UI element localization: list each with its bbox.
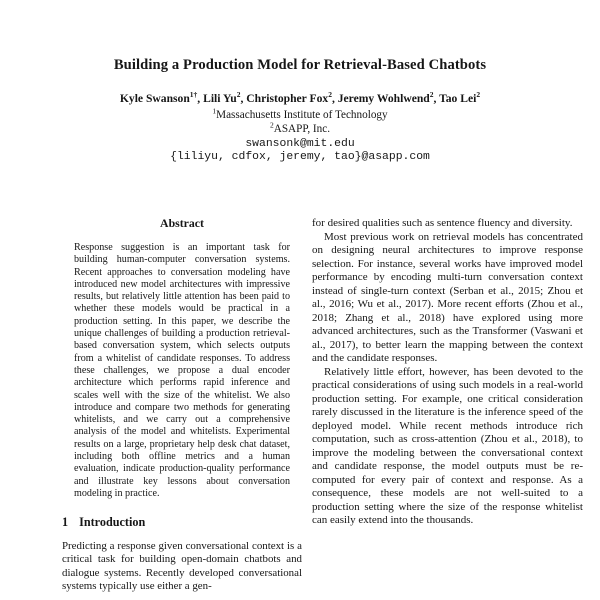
author-affiliation-mark: 2 — [236, 90, 241, 100]
section-number: 1 — [62, 515, 69, 530]
author: Jeremy Wohlwend$^2$ — [337, 90, 434, 105]
right-column — [312, 213, 583, 528]
left-column — [62, 213, 302, 593]
affiliation-line: $^1$Massachusetts Institute of Technology — [212, 106, 388, 121]
affiliation-mark: 1 — [212, 106, 217, 116]
author: Christopher Fox$^2$ — [246, 90, 332, 105]
introduction-paragraphs — [62, 540, 302, 593]
affiliation-line: $^2$ASAPP, Inc. — [269, 119, 330, 135]
author-line: Kyle Swanson$^{1\dagger}$, Lili Yu$^2$, Christopher Fox$^2$, Jeremy Wohlwend$^2$, Tao Lei$^2$ — [119, 90, 481, 105]
author: Kyle Swanson$^{1\dagger}$ — [119, 90, 198, 105]
author: Tao Lei$^2$ — [439, 90, 481, 105]
email-line: {liliyu, cdfox, jeremy, tao}@asapp.com — [170, 150, 430, 163]
author-affiliation-mark: 2 — [476, 90, 481, 100]
author: Lili Yu$^2$ — [203, 90, 241, 105]
author-affiliation-mark: 1† — [189, 90, 198, 100]
introduction-paragraph: Predicting a response given conversational context is a critical task for building open-domain chatbots and dialogue systems. Recently developed conversational systems typically use either a gen- — [62, 540, 302, 592]
email-block — [0, 138, 600, 164]
affiliation-block — [0, 106, 600, 136]
author-affiliation-mark: 2 — [429, 90, 434, 100]
section-heading-introduction — [62, 515, 302, 530]
email-line: swansonk@mit.edu — [245, 138, 355, 150]
two-column-body — [62, 213, 583, 593]
abstract-heading: Abstract — [160, 216, 204, 230]
right-column-paragraph: for desired qualities such as sentence fluency and diversity. — [312, 217, 573, 229]
affiliation-mark: 2 — [269, 119, 274, 129]
paper-header — [0, 0, 600, 164]
author-affiliation-mark: 2 — [328, 90, 332, 100]
section-title: Introduction — [79, 515, 146, 530]
abstract-text: Response suggestion is an important task for building human-computer conversation systems. Recent approaches to conversation modeling have introduced new model architectures with impressive results, but relatively little attention has been paid to whether these models would be practical in a production setting. In this paper, we describe the unique challenges of building a production retrieval-based conversation system, which selects outputs from a whitelist of candidate responses. To address these challenges, we propose a dual encoder architecture which performs rapid inference and scales well with the size of the whitelist. We also introduce and compare two methods for generating whitelists, and we carry out a comprehensive analysis of the model and whitelists. Experimental results on a large, proprietary help desk chat dataset, including both offline metrics and a human evaluation, indicate production-quality performance and illustrate key lessons about conversation modeling in practice. — [74, 242, 290, 499]
paper-title: Building a Production Model for Retrieval-Based Chatbots — [113, 57, 487, 73]
right-column-paragraph: Most previous work on retrieval models has concentrated on designing neural architectures to improve response selection. For instance, several works have improved model performance by encoding multi-turn conversation context instead of single-turn context (Serban et al., 2015; Zhou et al., 2016; Wu et al., 2017). More recent efforts (Zhou et al., 2018; Zhang et al., 2018) have explored using more advanced architectures, such as the Transformer (Vaswani et al., 2017), to better learn the mapping between the context and the candidate responses. — [312, 230, 583, 364]
right-column-paragraph: Relatively little effort, however, has been devoted to the practical considerations of using such models in a real-world production setting. For example, one critical consideration rarely discussed in the literature is the inference speed of the deployed model. While recent methods introduce rich computation, such as cross-attention (Zhou et al., 2018), to improve the modeling between the conversational context and candidate response, the model outputs must be re-computed for every pair of context and response. As a consequence, these models are not well-suited to a production setting where the size of the response whitelist can easily extend into the thousands. — [312, 365, 583, 526]
